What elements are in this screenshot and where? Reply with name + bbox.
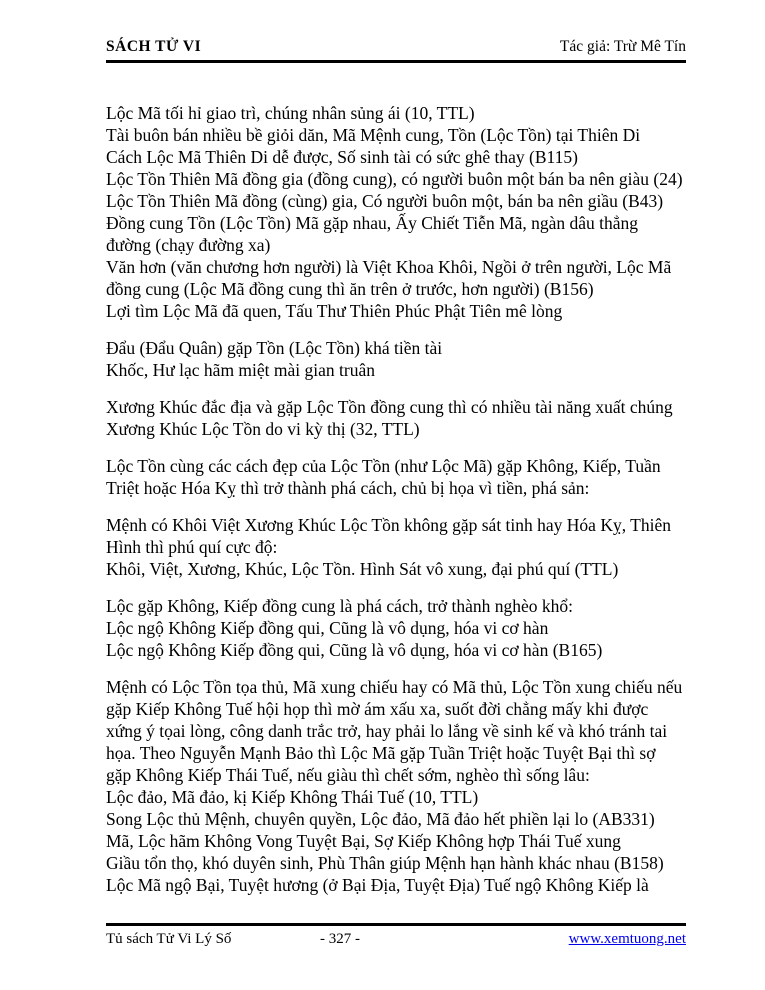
text-line: gặp Không Kiếp Thái Tuế, nếu giàu thì chết sớm, nghèo thì sống lâu: — [106, 765, 590, 785]
text-line: Lợi tìm Lộc Mã đã quen, Tấu Thư Thiên Phúc Phật Tiên mê lòng — [106, 301, 563, 321]
text-line: Văn hơn (văn chương hơn người) là Việt Khoa Khôi, Ngồi ở trên người, Lộc Mã — [106, 257, 672, 277]
text-line: Khôi, Việt, Xương, Khúc, Lộc Tồn. Hình Sát vô xung, đại phú quí (TTL) — [106, 559, 619, 579]
text-line: Xương Khúc Lộc Tồn do vi kỳ thị (32, TTL) — [106, 419, 420, 439]
page-content — [106, 0, 686, 896]
text-line: Mã, Lộc hãm Không Vong Tuyệt Bại, Sợ Kiếp Không hợp Thái Tuế xung — [106, 831, 621, 851]
footer-series-title: Tủ sách Tử Vi Lý Số — [106, 931, 232, 947]
text-line: Lộc gặp Không, Kiếp đồng cung là phá cách, trở thành nghèo khổ: — [106, 596, 574, 616]
text-line: Song Lộc thủ Mệnh, chuyên quyền, Lộc đảo, Mã đảo hết phiền lại lo (AB331) — [106, 809, 655, 829]
text-line: Đồng cung Tồn (Lộc Tồn) Mã gặp nhau, Ấy Chiết Tiễn Mã, ngàn dâu thẳng — [106, 213, 639, 233]
text-line: Lộc Tồn cùng các cách đẹp của Lộc Tồn (như Lộc Mã) gặp Không, Kiếp, Tuần — [106, 456, 661, 476]
paragraph — [106, 514, 686, 580]
text-line: xứng ý tọai lòng, công danh trắc trở, hay phải lo lắng về sinh kế và khó tránh tai — [106, 721, 668, 741]
paragraph — [106, 102, 686, 322]
text-line: Mệnh có Khôi Việt Xương Khúc Lộc Tồn không gặp sát tinh hay Hóa Kỵ, Thiên — [106, 515, 671, 535]
text-line: Lộc Mã tối hỉ giao trì, chúng nhân sủng ái (10, TTL) — [106, 103, 475, 123]
text-line: Tài buôn bán nhiều bề giỏi dăn, Mã Mệnh cung, Tồn (Lộc Tồn) tại Thiên Di — [106, 125, 641, 145]
text-line: Lộc ngộ Không Kiếp đồng qui, Cũng là vô dụng, hóa vi cơ hàn — [106, 618, 549, 638]
paragraph — [106, 396, 686, 440]
text-line: gặp Kiếp Không Tuế hội họp thì mờ ám xấu xa, suốt đời chẳng mấy khi được — [106, 699, 649, 719]
text-line: đồng cung (Lộc Mã đồng cung thì ăn trên ở trước, hơn người) (B156) — [106, 279, 594, 299]
text-line: Lộc Mã ngộ Bại, Tuyệt hương (ở Bại Địa, Tuyệt Địa) Tuế ngộ Không Kiếp là — [106, 875, 649, 895]
text-line: Lộc đảo, Mã đảo, kị Kiếp Không Thái Tuế (10, TTL) — [106, 787, 479, 807]
text-line: Giầu tổn thọ, khó duyên sinh, Phù Thân giúp Mệnh hạn hành khác nhau (B158) — [106, 853, 664, 873]
paragraph — [106, 676, 686, 896]
website-link[interactable]: www.xemtuong.net — [568, 931, 686, 947]
paragraph — [106, 337, 686, 381]
paragraph — [106, 595, 686, 661]
text-line: Lộc Tồn Thiên Mã đồng gia (đồng cung), có người buôn một bán ba nên giàu (24) — [106, 169, 683, 189]
text-line: Hình thì phú quí cực độ: — [106, 537, 278, 557]
text-line: Lộc Tồn Thiên Mã đồng (cùng) gia, Có người buôn một, bán ba nên giầu (B43) — [106, 191, 664, 211]
text-line: Lộc ngộ Không Kiếp đồng qui, Cũng là vô dụng, hóa vi cơ hàn (B165) — [106, 640, 603, 660]
text-line: Triệt hoặc Hóa Kỵ thì trở thành phá cách, chủ bị họa vì tiền, phá sản: — [106, 478, 590, 498]
author-credit: Tác giả: Trừ Mê Tín — [559, 38, 686, 55]
text-line: đường (chạy đường xa) — [106, 235, 271, 255]
text-line: Xương Khúc đắc địa và gặp Lộc Tồn đồng cung thì có nhiều tài năng xuất chúng — [106, 397, 673, 417]
text-line: Đẩu (Đẩu Quân) gặp Tồn (Lộc Tồn) khá tiền tài — [106, 338, 443, 358]
text-line: họa. Theo Nguyễn Mạnh Bảo thì Lộc Mã gặp Tuần Triệt hoặc Tuyệt Bại thì sợ — [106, 743, 656, 763]
text-line: Cách Lộc Mã Thiên Di dễ được, Số sinh tài có sức ghê thay (B115) — [106, 147, 578, 167]
text-line: Mệnh có Lộc Tồn tọa thủ, Mã xung chiếu hay có Mã thủ, Lộc Tồn xung chiếu nếu — [106, 677, 683, 697]
page-number: - 327 - — [320, 931, 360, 947]
body-paragraphs — [106, 102, 686, 896]
paragraph — [106, 455, 686, 499]
page-footer — [106, 923, 686, 948]
page-header — [106, 38, 686, 63]
text-line: Khốc, Hư lạc hãm miệt mài gian truân — [106, 360, 375, 380]
book-title: SÁCH TỬ VI — [106, 38, 202, 55]
